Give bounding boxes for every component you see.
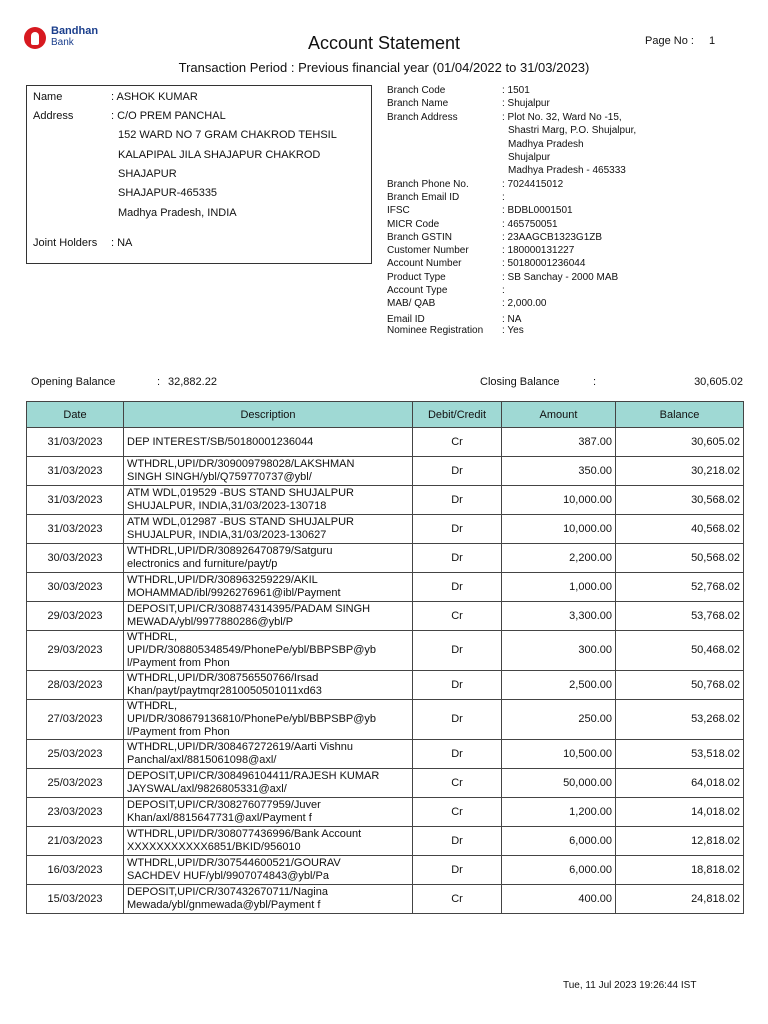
joint-holders-label: Joint Holders <box>33 237 98 249</box>
account-number-label: Account Number <box>387 258 462 269</box>
bank-subname: Bank <box>51 37 74 48</box>
cell-amount: 387.00 <box>502 428 616 457</box>
cell-debit-credit: Cr <box>413 428 502 457</box>
cell-amount: 50,000.00 <box>502 769 616 798</box>
description-line: DEPOSIT,UPI/CR/307432670711/Nagina <box>127 886 328 898</box>
customer-details-box <box>26 85 372 264</box>
joint-holders-value: : NA <box>111 237 133 249</box>
cell-amount: 350.00 <box>502 457 616 486</box>
description-line: WTHDRL,UPI/DR/308077436996/Bank Account <box>127 828 362 840</box>
closing-balance-value: 30,605.02 <box>694 376 743 388</box>
description-line: WTHDRL,UPI/DR/308467272619/Aarti Vishnu <box>127 741 354 753</box>
cell-description <box>124 631 413 671</box>
cell-date: 21/03/2023 <box>27 827 124 856</box>
generated-timestamp: Tue, 11 Jul 2023 19:26:44 IST <box>563 980 697 991</box>
cell-description <box>124 700 413 740</box>
description-line: WTHDRL,UPI/DR/308756550766/Irsad <box>127 672 319 684</box>
description-line: SACHDEV HUF/ybl/9907074843@ybl/Pa <box>127 870 329 882</box>
table-row <box>27 602 744 631</box>
cell-balance: 50,468.02 <box>616 631 744 671</box>
cell-balance: 50,568.02 <box>616 544 744 573</box>
cell-date: 31/03/2023 <box>27 515 124 544</box>
description-line: l/Payment from Phon <box>127 657 230 669</box>
product-type-value: : SB Sanchay - 2000 MAB <box>502 272 619 283</box>
table-row <box>27 671 744 700</box>
gstin-value: : 23AAGCB1323G1ZB <box>502 232 603 243</box>
description-line: JAYSWAL/axl/9826805331@axl/ <box>127 783 287 795</box>
description-line: UPI/DR/308805348549/PhonePe/ybl/BBPSBP@yb <box>127 644 377 656</box>
table-row <box>27 769 744 798</box>
table-row <box>27 544 744 573</box>
branch-code-value: : 1501 <box>502 85 530 96</box>
cell-debit-credit: Dr <box>413 457 502 486</box>
cell-amount: 400.00 <box>502 885 616 914</box>
page-number-value: 1 <box>709 35 716 47</box>
cell-debit-credit: Dr <box>413 827 502 856</box>
cell-amount: 10,000.00 <box>502 486 616 515</box>
cell-balance: 30,605.02 <box>616 428 744 457</box>
cell-balance: 40,568.02 <box>616 515 744 544</box>
cell-amount: 1,000.00 <box>502 573 616 602</box>
cell-balance: 53,518.02 <box>616 740 744 769</box>
cell-amount: 300.00 <box>502 631 616 671</box>
description-line: SINGH SINGH/ybl/Q759770737@ybl/ <box>127 471 312 483</box>
description-line: Khan/payt/paytmqr2810050501011xd63 <box>127 685 322 697</box>
cell-date: 15/03/2023 <box>27 885 124 914</box>
description-line: SHUJALPUR, INDIA,31/03/2023-130718 <box>127 500 327 512</box>
description-line: DEPOSIT,UPI/CR/308496104411/RAJESH KUMAR <box>127 770 380 782</box>
table-row <box>27 573 744 602</box>
cell-description <box>124 671 413 700</box>
description-line: WTHDRL,UPI/DR/308926470879/Satguru <box>127 545 333 557</box>
description-line: l/Payment from Phon <box>127 726 230 738</box>
cell-date: 29/03/2023 <box>27 602 124 631</box>
table-row <box>27 827 744 856</box>
transaction-period: Transaction Period : Previous financial year (01/04/2022 to 31/03/2023) <box>178 60 590 75</box>
cell-debit-credit: Cr <box>413 602 502 631</box>
cell-description <box>124 486 413 515</box>
cell-balance: 53,768.02 <box>616 602 744 631</box>
cell-balance: 53,268.02 <box>616 700 744 740</box>
micr-value: : 465750051 <box>502 219 558 230</box>
column-header-debit-credit: Debit/Credit <box>413 402 502 428</box>
cell-amount: 1,200.00 <box>502 798 616 827</box>
description-line: MEWADA/ybl/9977880286@ybl/P <box>127 616 294 628</box>
cell-balance: 52,768.02 <box>616 573 744 602</box>
table-row <box>27 428 744 457</box>
cell-balance: 12,818.02 <box>616 827 744 856</box>
description-line: UPI/DR/308679136810/PhonePe/ybl/BBPSBP@yb <box>127 713 377 725</box>
branch-email-value: : <box>502 192 505 203</box>
mab-label: MAB/ QAB <box>387 298 436 309</box>
cell-description <box>124 885 413 914</box>
ifsc-label: IFSC <box>387 205 410 216</box>
cell-debit-credit: Dr <box>413 544 502 573</box>
cell-debit-credit: Dr <box>413 573 502 602</box>
ifsc-value: : BDBL0001501 <box>502 205 573 216</box>
cell-date: 16/03/2023 <box>27 856 124 885</box>
cell-balance: 50,768.02 <box>616 671 744 700</box>
nominee-label: Nominee Registration <box>387 325 484 336</box>
cell-debit-credit: Dr <box>413 671 502 700</box>
column-header-description: Description <box>124 402 413 428</box>
cell-debit-credit: Dr <box>413 515 502 544</box>
cell-debit-credit: Dr <box>413 486 502 515</box>
customer-address-label: Address <box>33 110 74 122</box>
description-line: WTHDRL, <box>127 631 178 643</box>
opening-balance-value: 32,882.22 <box>168 376 217 388</box>
cell-description <box>124 740 413 769</box>
description-line: WTHDRL,UPI/DR/307544600521/GOURAV <box>127 857 341 869</box>
cell-debit-credit: Cr <box>413 769 502 798</box>
column-header-amount: Amount <box>502 402 616 428</box>
branch-name-label: Branch Name <box>387 98 449 109</box>
micr-label: MICR Code <box>387 219 440 230</box>
table-row <box>27 740 744 769</box>
gstin-label: Branch GSTIN <box>387 232 453 243</box>
page-title: Account Statement <box>307 33 461 53</box>
cell-date: 30/03/2023 <box>27 573 124 602</box>
customer-name-value: : ASHOK KUMAR <box>111 91 198 103</box>
cell-amount: 6,000.00 <box>502 856 616 885</box>
cell-amount: 3,300.00 <box>502 602 616 631</box>
cell-balance: 30,218.02 <box>616 457 744 486</box>
description-line: XXXXXXXXXXX6851/BKID/956010 <box>127 841 301 853</box>
cell-balance: 30,568.02 <box>616 486 744 515</box>
table-row <box>27 515 744 544</box>
customer-address-line: Madhya Pradesh, INDIA <box>118 207 237 219</box>
transactions-body <box>27 428 744 914</box>
table-row <box>27 486 744 515</box>
description-line: WTHDRL,UPI/DR/308963259229/AKIL <box>127 574 318 586</box>
description-line: ATM WDL,012987 -BUS STAND SHUJALPUR <box>127 516 354 528</box>
branch-address-line: : Plot No. 32, Ward No -15, <box>502 112 622 123</box>
customer-number-label: Customer Number <box>387 245 469 256</box>
table-row <box>27 700 744 740</box>
cell-description <box>124 573 413 602</box>
cell-amount: 2,500.00 <box>502 671 616 700</box>
cell-description <box>124 428 413 457</box>
table-row <box>27 457 744 486</box>
branch-address-label: Branch Address <box>387 112 458 123</box>
opening-balance-sep: : <box>157 376 161 388</box>
customer-address-line: KALAPIPAL JILA SHAJAPUR CHAKROD <box>118 149 321 161</box>
customer-address-line: SHAJAPUR <box>118 168 177 180</box>
cell-date: 27/03/2023 <box>27 700 124 740</box>
cell-amount: 10,000.00 <box>502 515 616 544</box>
description-line: SHUJALPUR, INDIA,31/03/2023-130627 <box>127 529 327 541</box>
branch-address-line: Shastri Marg, P.O. Shujalpur, <box>508 125 637 136</box>
email-id-label: Email ID <box>387 314 425 325</box>
description-line: DEP INTEREST/SB/50180001236044 <box>127 435 314 448</box>
column-header-date: Date <box>27 402 124 428</box>
cell-date: 31/03/2023 <box>27 457 124 486</box>
cell-date: 29/03/2023 <box>27 631 124 671</box>
description-line: Mewada/ybl/gnmewada@ybl/Payment f <box>127 899 321 911</box>
customer-address-line: : C/O PREM PANCHAL <box>111 110 226 122</box>
nominee-value: : Yes <box>502 325 524 336</box>
cell-date: 31/03/2023 <box>27 428 124 457</box>
cell-debit-credit: Cr <box>413 798 502 827</box>
cell-description <box>124 457 413 486</box>
branch-code-label: Branch Code <box>387 85 446 96</box>
cell-debit-credit: Dr <box>413 856 502 885</box>
description-line: MOHAMMAD/ibl/9926276961@ibl/Payment <box>127 587 341 599</box>
branch-email-label: Branch Email ID <box>387 192 460 203</box>
cell-description <box>124 798 413 827</box>
cell-description <box>124 602 413 631</box>
description-line: WTHDRL, <box>127 700 178 712</box>
column-header-balance: Balance <box>616 402 744 428</box>
cell-date: 25/03/2023 <box>27 740 124 769</box>
description-line: DEPOSIT,UPI/CR/308276077959/Juver <box>127 799 321 811</box>
mab-value: : 2,000.00 <box>502 298 547 309</box>
description-line: ATM WDL,019529 -BUS STAND SHUJALPUR <box>127 487 354 499</box>
branch-name-value: : Shujalpur <box>502 98 550 109</box>
branch-phone-value: : 7024415012 <box>502 179 564 190</box>
cell-amount: 6,000.00 <box>502 827 616 856</box>
branch-address-line: Madhya Pradesh <box>508 139 584 150</box>
customer-number-value: : 180000131227 <box>502 245 575 256</box>
cell-date: 25/03/2023 <box>27 769 124 798</box>
table-row <box>27 856 744 885</box>
branch-address-line: Shujalpur <box>508 152 551 163</box>
customer-address-line: SHAJAPUR-465335 <box>118 187 218 199</box>
table-row <box>27 631 744 671</box>
cell-balance: 24,818.02 <box>616 885 744 914</box>
description-line: DEPOSIT,UPI/CR/308874314395/PADAM SINGH <box>127 603 371 615</box>
page-number-label: Page No : <box>645 35 694 47</box>
transactions-table <box>26 401 744 914</box>
cell-date: 30/03/2023 <box>27 544 124 573</box>
account-number-value: : 50180001236044 <box>502 258 586 269</box>
branch-address-line: Madhya Pradesh - 465333 <box>508 165 626 176</box>
cell-debit-credit: Cr <box>413 885 502 914</box>
cell-debit-credit: Dr <box>413 631 502 671</box>
cell-balance: 14,018.02 <box>616 798 744 827</box>
customer-name-label: Name <box>33 91 63 103</box>
description-line: electronics and furniture/payt/p <box>127 558 278 570</box>
cell-description <box>124 769 413 798</box>
description-line: Panchal/axl/8815061098@axl/ <box>127 754 277 766</box>
bank-name: Bandhan <box>51 25 99 37</box>
account-type-value: : <box>502 285 505 296</box>
cell-date: 23/03/2023 <box>27 798 124 827</box>
closing-balance-label: Closing Balance <box>480 376 560 388</box>
opening-balance-label: Opening Balance <box>31 376 116 388</box>
cell-debit-credit: Dr <box>413 740 502 769</box>
description-line: WTHDRL,UPI/DR/309009798028/LAKSHMAN <box>127 458 355 470</box>
cell-date: 28/03/2023 <box>27 671 124 700</box>
cell-balance: 18,818.02 <box>616 856 744 885</box>
cell-description <box>124 827 413 856</box>
cell-date: 31/03/2023 <box>27 486 124 515</box>
closing-balance-sep: : <box>593 376 597 388</box>
cell-debit-credit: Dr <box>413 700 502 740</box>
cell-description <box>124 544 413 573</box>
branch-phone-label: Branch Phone No. <box>387 179 469 190</box>
table-header-row <box>27 402 744 428</box>
table-row <box>27 798 744 827</box>
table-row <box>27 885 744 914</box>
customer-address-line: 152 WARD NO 7 GRAM CHAKROD TEHSIL <box>118 129 337 141</box>
cell-amount: 2,200.00 <box>502 544 616 573</box>
cell-amount: 10,500.00 <box>502 740 616 769</box>
description-line: Khan/axl/8815647731@axl/Payment f <box>127 812 312 824</box>
cell-description <box>124 856 413 885</box>
cell-description <box>124 515 413 544</box>
cell-amount: 250.00 <box>502 700 616 740</box>
email-id-value: : NA <box>502 314 522 325</box>
product-type-label: Product Type <box>387 272 446 283</box>
account-type-label: Account Type <box>387 285 448 296</box>
cell-balance: 64,018.02 <box>616 769 744 798</box>
